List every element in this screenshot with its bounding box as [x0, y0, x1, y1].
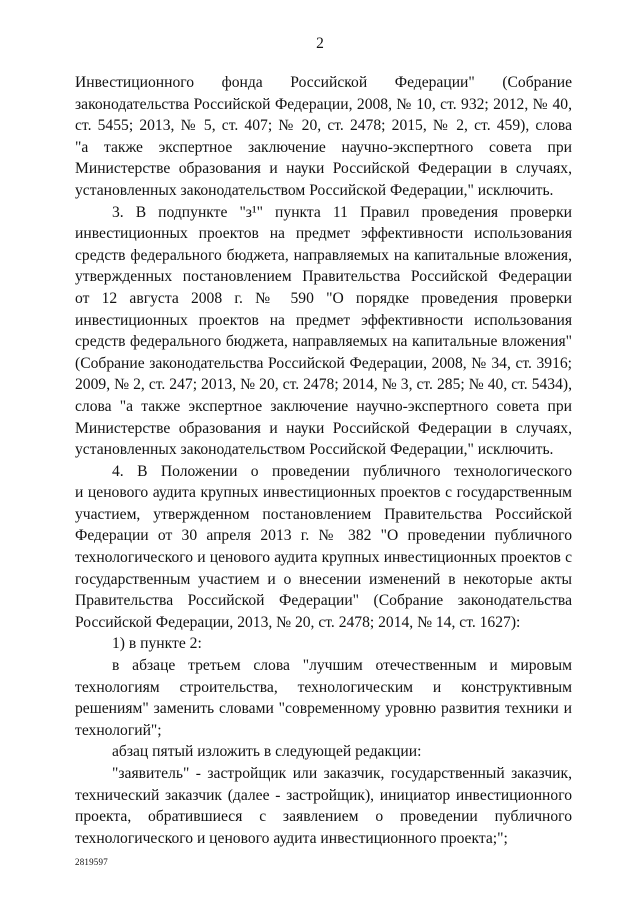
text-line: технологического и ценового аудита крупных инвестиционных проектов с — [75, 549, 572, 567]
text-line: абзац пятый изложить в следующей редакции: — [112, 743, 422, 761]
page-number: 2 — [316, 35, 324, 52]
text-line: Российской Федерации, 2013, № 20, ст. 2478; 2014, № 14, ст. 1627): — [75, 613, 521, 631]
document-body — [75, 72, 572, 849]
document-code: 2819597 — [75, 857, 108, 867]
text-line: Министерстве образования и науки Российской Федерации в случаях, — [75, 419, 572, 437]
paragraph-item-4 — [75, 461, 572, 634]
text-line: "а также экспертное заключение научно-экспертного совета при — [75, 138, 572, 156]
text-line: ст. 5455; 2013, № 5, ст. 407; № 20, ст. 2478; 2015, № 2, ст. 459), слова — [75, 117, 572, 135]
text-line: технический заказчик (далее - застройщик), инициатор инвестиционного — [75, 786, 572, 804]
text-line: инвестиционных проектов на предмет эффективности использования — [75, 225, 572, 243]
text-line: решениям" заменить словами "современному уровню развития техники и — [75, 700, 572, 718]
text-line: "заявитель" - застройщик или заказчик, государственный заказчик, — [112, 765, 572, 782]
text-line: установленных законодательством Российской Федерации," исключить. — [75, 441, 554, 459]
paragraph-continuation — [75, 72, 572, 202]
paragraph-item-4-1-a — [75, 655, 572, 741]
paragraph-item-4-1 — [75, 633, 572, 655]
text-line: 3. В подпункте "з¹" пункта 11 Правил проведения проверки — [112, 203, 572, 221]
paragraph-item-4-1-c — [75, 763, 572, 849]
text-line: технологий"; — [75, 721, 162, 739]
text-line: законодательства Российской Федерации, 2008, № 10, ст. 932; 2012, № 40, — [75, 95, 572, 113]
text-line: 2009, № 2, ст. 247; 2013, № 20, ст. 2478; 2014, № 3, ст. 285; № 40, ст. 5434), — [75, 376, 572, 394]
text-line: слова "а также экспертное заключение научно-экспертного совета при — [75, 397, 572, 415]
text-line: участием, утвержденном постановлением Правительства Российской — [75, 505, 572, 523]
text-line: Федерации от 30 апреля 2013 г. № 382 "О проведении публичного — [75, 527, 572, 545]
text-line: (Собрание законодательства Российской Федерации, 2008, № 34, ст. 3916; — [75, 354, 572, 372]
text-line: технологического и ценового аудита инвестиционного проекта;"; — [75, 829, 508, 847]
text-line: проекта, обратившиеся с заявлением о проведении публичного — [75, 808, 572, 826]
text-line: Правительства Российской Федерации" (Собрание законодательства — [75, 592, 572, 610]
text-line: установленных законодательством Российской Федерации," исключить. — [75, 181, 554, 199]
text-line: инвестиционных проектов на предмет эффективности использования — [75, 311, 572, 329]
text-line: в абзаце третьем слова "лучшим отечественным и мировым — [112, 657, 572, 675]
text-line: и ценового аудита крупных инвестиционных проектов с государственным — [75, 484, 572, 502]
text-line: средств федерального бюджета, направляемых на капитальные вложения" — [75, 333, 572, 351]
text-line: технологиям строительства, технологическим и конструктивным — [75, 678, 572, 696]
text-line: средств федерального бюджета, направляемых на капитальные вложения, — [75, 246, 572, 264]
text-line: Инвестиционного фонда Российской Федерации" (Собрание — [75, 74, 572, 91]
text-line: утвержденных постановлением Правительства Российской Федерации — [75, 268, 572, 286]
text-line: государственным участием и о внесении изменений в некоторые акты — [75, 570, 572, 588]
text-line: 4. В Положении о проведении публичного технологического — [112, 462, 572, 480]
text-line: Министерстве образования и науки Российской Федерации в случаях, — [75, 160, 572, 178]
paragraph-item-3 — [75, 202, 572, 461]
paragraph-item-4-1-b — [75, 741, 572, 763]
text-line: от 12 августа 2008 г. № 590 "О порядке проведения проверки — [75, 289, 572, 307]
text-line: 1) в пункте 2: — [112, 635, 202, 653]
